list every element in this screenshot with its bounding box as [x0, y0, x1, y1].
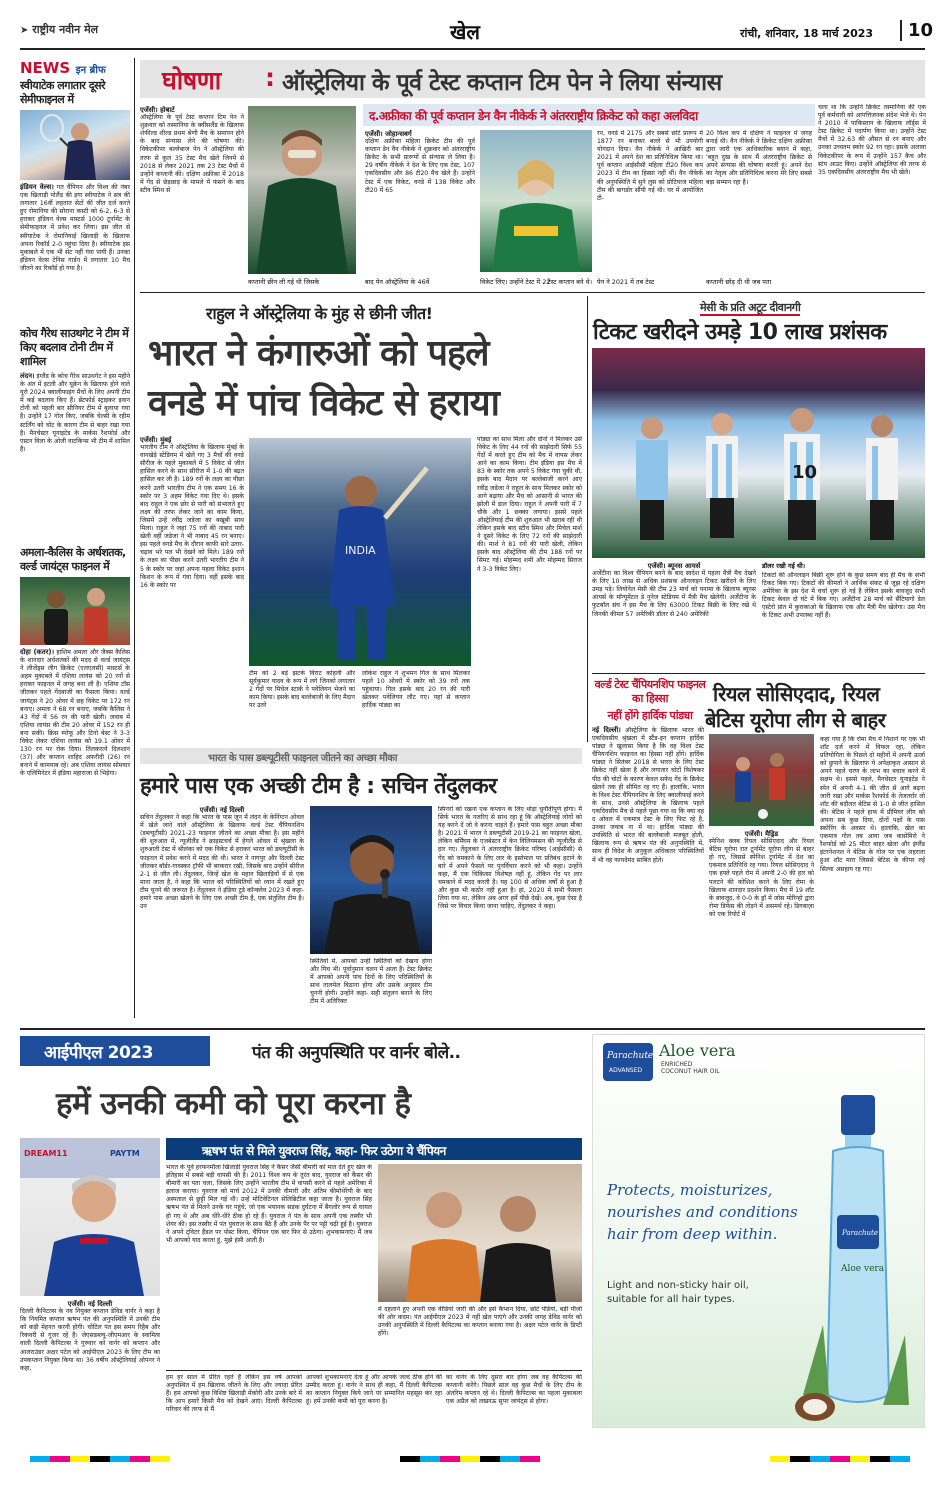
warner-illustration: [20, 1138, 160, 1296]
yuvraj-headline-bar: [166, 1138, 582, 1160]
rahul-illustration: [249, 438, 471, 666]
messi-photo: [592, 348, 925, 558]
india-col3: लोकेश राहुल ने शुभमन गिल के साथ मिलकर पहले 10 ओवरों में स्कोर को 39 रनों तक पहुंचाया। गिल इसके बाद 20 रन की पारी खेलकर पवेलियन लौट गए। यहां से कप्तान हार्दिक पांड्या का: [362, 670, 470, 710]
paine-col2-tail: बाद पेन ऑस्ट्रेलिया के 46वें: [365, 278, 430, 286]
india-headline-2: वनडे में पांच विकेट से हराया: [148, 383, 499, 424]
niekerk-headline: द.अफ्रीका की पूर्व कप्तान डेन वैन नीकेर्क ने अंतरराष्ट्रीय क्रिकेट को कहा अलविदा: [369, 109, 698, 123]
india-messi-divider: [587, 296, 588, 742]
top-story-rule: [140, 292, 925, 293]
hardik-text: नई दिल्ली। ऑस्ट्रेलिया के खिलाफ भारत की एकदिवसीय श्रृंखला में स्टैंड-इन कप्तान हार्दिक पांड्या ने खुलासा किया है कि वह विश्व टेस्ट चैंपियनशिप फाइनल का हिस्सा नहीं होंगे। हार्दिक पांड्या ने सितंबर 2018 से भारत के लिए टेस्ट क्रिकेट नहीं खेला है और लगातार चोटों विशेषकर पीठ की चोटों के कारण केवल सफेद गेंद के क्रिकेट खेलने तक ही सीमित रह गए हैं। हालांकि, भारत के विश्व टेस्ट चैंपियनशिप के लिए क्वालीफाई करने के साथ, उनसे ऑस्ट्रेलिया के खिलाफ पहले एकदिवसीय मैच से पहले पूछा गया था कि क्या वह द ओवल में एकमात्र टेस्ट के लिए फिट रहे है, उनका जवाब ना में था। हार्दिक पांड्या की उपस्थिति से भारत की बल्लेबाजी मजबूत होती, खिलाफ रूप से ऋषभ पंत की अनुपस्थिति में, साथ ही विदेश के अनुकूल अधिकतर परिस्थितियों में भी वह फायदेमंद साबित होते।: [592, 726, 704, 864]
sachin-col1: एजेंसी। नई दिल्ली सचिन तेंदुलकर ने कहा कि भारत के पास जून में लंदन के केनिंग्टन ओवल में खेले जाने वाले ऑस्ट्रेलिया के खिलाफ वर्ल्ड टेस्ट चैंपियनशिप (डब्ल्यूटीसी) 2021-23 फाइनल जीतने का अच्छा मौका है। इस महीने की शुरुआत में, न्यूजीलैंड ने क्राइस्टचर्च में हेगले ओवल में श्रृंखला के शुरुआती टेस्ट में श्रीलंका को एक विकेट से हराकर भारत को डब्ल्यूटीसी के फाइनल में प्रवेश करने में मदद की थी। भारत ने नागपुर और दिल्ली टेस्ट जीतकर बॉर्डर-गावस्कर ट्रॉफी भी बरकरार रखी, जिसके बाद उन्होंने सीरीज 2-1 से जीत ली। तेंदुलकर, जिन्हें खेल के महान खिलाड़ियों में से एक माना जाता है, ने कहा कि भारत को परिस्थितियों को ध्यान में रखते हुए टीम चुनने की जरूरत है। तेंदुलकर ने इंडिया टुडे कॉन्क्लेव 2023 में कहा- हमारे पास अच्छा खेलने के लिए एक अच्छी टीम है, एक संतुलित टीम है। उन: [140, 806, 304, 911]
page-number: 10: [900, 20, 933, 41]
brief-text-3: दोहा (कतर)। हाशिम अमला और जैक्स कैलिस के शानदार अर्धशतकों की मदद से वर्ल्ड जायंट्स ने लीजेंड्स लीग क्रिकेट (एलएलसी) मास्टर्स के अहम मुकाबले में एशिया लायंस को 20 रनों से हराकर फाइनल में जगह बना ली है। एशिया टॉस जीतकर पहले गेंदबाजी का फैसला किया। वर्ल्ड जायंट्स ने 20 ओवर में छह विकेट पर 172 रन बनाए। अमला ने 68 रन बनाए, जबकि कैलिस ने 43 गेंदों में 56 रन की पारी खेली। जवाब में एशिया लायंस की टीम 20 ओवर में 152 रन ही बना सकी। क्रिस म्पोफू और टिनो बेस्ट ने 3-3 विकेट लेकर एशिया लायंस को 19.1 ओवर में 130 रन पर रोक दिया। तिलकरत्ने दिलशान (37) और कप्तान शाहिद अफरीदी (26) रन बनाने में कामयाब रहे। अब एशिया लायंस सोमवार के एलिमिनेटर में इंडिया महाराजा से भिड़ेगा।: [20, 648, 130, 778]
sociedad-headline-1: रियल सोसिएदाद, रियल: [713, 682, 880, 706]
masthead: [20, 18, 934, 50]
sociedad-headline-2: बेटिस यूरोपा लीग से बाहर: [705, 708, 886, 732]
ad-brand-text: Parachute: [607, 1051, 654, 1061]
messi-photo-caption: डॉलर रखी गई थी।: [762, 562, 806, 570]
swiatek-photo: [20, 110, 130, 180]
bird-icon: ➤: [20, 25, 29, 36]
paine-col1: एजेंसी। होबार्ट ऑस्ट्रेलिया के पूर्व टेस्ट कप्तान टिम पेन ने शुक्रवार को तस्मानिया के क्वींसलैंड के खिलाफ शेफील्ड शील्ड प्रथम श्रेणी मैच के समापन होने के बाद संन्यास लेने की घोषणा की। विकेटकीपर बल्लेबाज पेन ने ऑस्ट्रेलिया की तरफ से कुल 35 टेस्ट मैच खेले जिनमें से 2018 से लेकर 2021 तक 23 टेस्ट मैचों में उन्होंने कप्तानी की। दक्षिण अफ्रीका में 2018 में गेंद से छेड़छाड़ के मामले में फंसने के बाद स्टीव स्मिथ से: [140, 106, 244, 194]
sociedad-col1: एजेंसी। मैड्रिड स्पेनिश क्लब रियल सोसिएदाद और रियल बेटिस यूरोपा रात टूर्नामेंट यूरोपा लीग से बाहर हो गए, जिससे स्पेनिश टूर्नामेंट में देश का एकमात्र प्रतिनिधि रह गया। रियल सोसिएदाद ने एक हफ्ते पहले रोम में अपनी 2-0 की हार को पलटने की कोशिश करने के लिए रोमा के खिलाफ शानदार प्रदर्शन किया। मैच में 19 शॉट के बावजूद, वे 0-0 के ड्रॉ में जोस मोरिन्हो द्वारा रोमा डिफेंस की तोड़ने में असमर्थ रहे। डिगबाज़ा को एक रिपोर्ट में: [709, 830, 814, 918]
ad-product-name: Aloe vera: [659, 1041, 736, 1060]
messi-col1: एजेंसी। ब्यूनस आयर्स अर्जेंटीना का विश्व चैंपियन बनने के बाद स्वदेश में पहला मैत्री मैच देखने के लिए 10 लाख से अधिक प्रशंसक ऑनलाइन टिकट खरीदने के लिए उमड़ पड़े। लियोनेल मेसी की टीम 23 मार्च को पनामा के खिलाफ ब्यूनस आयर्स के मॉन्यूमेंटल डे नुनेज स्टेडियम में मैत्री मैच खेलेगी। अर्जेंटीना के फुटबॉल संघ ने इस मैच के लिए 63000 टिकट बिक्री के लिए रखे थे जिनकी कीमत 57 अमेरिकी डॉलर से 240 अमेरिकी: [592, 562, 756, 618]
india-col4: पांड्या का साथ मिला और दोनों ने मिलकर उसे विकेट के लिए 44 रनों की साझेदारी सिर्फ 55 गेंदों में करते हुए टीम को मैच में वापस लेकर आने का काम किया। टीम इंडिया इस मैच में 83 के स्कोर तक अपने 5 विकेट गंवा चुकी थी, इसके बाद मैदान पर बल्लेबाजी करने आए रवींद्र जडेजा ने राहुल के साथ मिलकर स्कोर को आगे बढ़ाया और मैच को आसानी से भारत की झोली में डाल दिया। राहुल ने अपनी पारी में 7 चौके और 1 छक्का लगाया। इससे पहले ऑस्ट्रेलियाई टीम की शुरुआत भी खराब रही थी लेकिन इसके बाद स्टीव स्मिथ और मिचेल मार्श ने दूसरे विकेट के लिए 72 रनों की साझेदारी की। मार्श ने 81 रनों की पारी खेली, लेकिन इसके बाद ऑस्ट्रेलिया की टीम 188 रनों पर सिमट गई। मोहम्मद शमी और मोहम्मद सिराज ने 3-3 विकेट लिए।: [477, 436, 582, 573]
niekerk-illustration: [480, 130, 592, 272]
sidebar-divider: [134, 58, 135, 1018]
yuvraj-text: भारत के पूर्व हरफनमौला खिलाड़ी युवराज सिंह ने कैंसर जैसी बीमारी को मात देते हुए खेल के इतिहास में सबसे बड़ी वापसी की है। 2011 विश्व कप के तुरंत बाद, युवराज को कैंसर की बीमारी का पता चला, जिसके लिए उन्होंने भारतीय टीम में वापसी करने से पहले अमेरिका में इलाज कराया। युवराज को मार्च 2012 में उनकी वीमारी और अंतिम कीमोथेरेपी के बाद अस्पताल से छुट्टी मिल गई थी। उन्हें मोटिवेटिनल सेलिब्रिटीज कहा जाता है। युवराज सिंह ऋषभ पंत से मिलने उनके घर पहुंचे, जो एक भयानक सड़क दुर्घटना में बैंगलोर रूप से घायल हो गए थे और अब धीरे-धीरे ठीक हो रहे हैं। युवराज ने पंत के साथ अपनी एक तस्वीर भी शेयर की। इस तस्वीर में पंत युवराज के साथ बैठे हैं और उनके पैर पर पट्टी चढ़ी हुई है। युवराज ने अपने ट्विटर हैंडल पर पोस्ट किया, चैंपियन एक बार फिर से उठेगा। शुभकामनाएं। मैं जब भी आपको याद करता हूं, मुझे हंसी आती है।: [166, 1164, 372, 1244]
hardik-headline: नहीं होंगे हार्दिक पांड्या: [607, 709, 693, 722]
ad-brand-sub: ADVANSED: [609, 1067, 643, 1074]
brief-label: इन ब्रीफ: [75, 65, 106, 76]
news-label: NEWS: [20, 59, 71, 77]
mid-page-rule: [20, 1028, 925, 1030]
brief-headline-3: अमला-कैलिस के अर्धशतक, वर्ल्ड जायंट्स फाइनल में: [20, 546, 126, 573]
ad-tagline: Protects, moisturizes, nourishes and conditions hair from deep within.: [607, 1181, 798, 1243]
sachin-col2: स्थितियों में, आपको उन्हीं स्थितियों को देखना होगा और पिच भी। पूर्वानुमान चलन में आता है। टेस्ट क्रिकेट में आपको अपनी पांच दिनों के लिए परिस्थितियों के साथ तालमेल बिठाना होगा और उसके अनुसार टीम चुननी होगी। उन्होंने कहा- सही संतुलन बनाने के लिए टीम में अतिरिक्त: [310, 958, 432, 1006]
svg-text:PAYTM: PAYTM: [110, 1149, 140, 1158]
sachin-kicker-bar: [140, 748, 582, 764]
ipl-col1: एजेंसी। नई दिल्ली दिल्ली कैपिटल्स के नव नियुक्त कप्तान डेविड वार्नर ने कहा है कि नियमित कप्तान ऋषभ पंत की अनुपस्थिति में उनकी टीम को कड़ी मेहनत करनी होगी। चोटिल पंत इस समय रिहैब और रिकवरी से गुजर रहे हैं। जेएसडब्ल्यू-जीएमआर के स्वामित्व वाली दिल्ली कैपिटल्स ने गुरुवार को वार्नर को कप्तान और आलराउंडर अक्षर पटेल को आईपीएल 2023 के लिए टीम का उपकप्तान नियुक्त किया था। 36 वर्षीय ऑस्ट्रेलियाई ओपनर ने कहा,: [20, 1300, 160, 1372]
niekerk-photo: [480, 130, 592, 272]
ipl-kicker: पंत की अनुपस्थिति पर वार्नर बोले..: [252, 1043, 461, 1063]
paper-logo: [20, 22, 98, 37]
football-match-illustration: [709, 734, 814, 826]
ad-product-sub: ENRICHED COCONUT HAIR OIL: [661, 1061, 720, 1075]
paine-illustration: [248, 106, 356, 274]
warner-photo: [20, 1138, 160, 1296]
messi-headline: टिकट खरीदने उमड़े 10 लाख प्रशंसक: [593, 320, 887, 345]
paine-right2: कप्तानी छोड़ दी थी जब पता: [706, 278, 772, 286]
color-strip-center: [400, 1456, 540, 1462]
brief-text-2: लंदन। इंग्लैंड के कोच गैरेथ साउथगेट ने इस महीने के अंत में इटली और यूक्रेन के खिलाफ होने वाले यूरो 2024 क्वालीफाइंग मैचों के लिए अपनी टीम में कई बदलाव किए हैं। ब्रेंटफोर्ड स्ट्राइकर इवान टोनी को पहली बार सीनियर टीम में बुलाया गया है। उन्होंने 17 गोल किए, जबकि चेल्सी के रहीम स्टर्लिंग को चोट के कारण टीम से बाहर रखा गया है। मैनचेस्टर यूनाइटेड के मार्कस रैशफोर्ड और एस्टन विला के ओली वाटकिन्स भी टीम में शामिल हैं।: [20, 372, 130, 453]
ad-sub-tagline: Light and non-sticky hair oil, suitable for all hair types.: [607, 1280, 749, 1305]
ipl-badge-text: आईपीएल 2023: [44, 1043, 153, 1063]
india-col2: टीम को 2 बड़े झटके विराट कोहली और सूर्यकुमार यादव के रूप में लगे जिनको लगातार 2 गेंदों पर मिचेल स्टार्क ने पवेलियन भेजने का काम किया। इसके बाद बल्लेबाजी के लिए मैदान पर उतरे: [249, 670, 355, 710]
yuvraj-pant-illustration: [378, 1164, 582, 1302]
sachin-illustration: [310, 806, 432, 954]
kl-rahul-photo: [249, 438, 471, 666]
ipl-col3: आपको शुभकामनाएं देता हूं और आपके जल्द ठीक होने की उम्मीद करता हूं। वार्नर ने साथ ही कहा, मैं दिल्ली कैपिटल्स का कप्तान नियुक्त किये जाने पर सम्मानित महसूस कर रहा हूं। हमें उनकी कमी को पूरा करना है।: [306, 1374, 442, 1406]
niekerk-col1: एजेंसी। जोहान्सबर्ग दक्षिण अफ्रीका महिला क्रिकेट टीम की पूर्व कप्तान डेन वैन नीकेर्क ने शुक्रवार को अंतरराष्ट्रीय क्रिकेट के सभी प्रारूपों से संन्यास ले लिया है। 29 वर्षीय नीकेर्क ने देश के लिए एक टेस्ट, 107 एकदिवसीय और 86 टी20 मैच खेले हैं। उन्होंने टेस्ट में एक विकेट, वनडे में 138 विकेट और टी20 में 65: [365, 130, 475, 194]
hardik-kicker: वर्ल्ड टेस्ट चैंपियनशिप फाइनल का हिस्सा: [594, 678, 706, 705]
niekerk-col4: 20 विश्व कप में दक्षिण ने फाइनल में जगह बनाई थी। वैन नीकेर्क ने क्रिकेट दक्षिण अफ्रीका द्वारा जारी एक आधिकारिक बयान में कहा, 'बहुत दुख के साथ मैं अंतरराष्ट्रीय क्रिकेट से अपने संन्यास की घोषणा करती हूं। अपने देश का नेतृत्व और प्रतिनिधित्व करना मेरे लिए सबसे बड़ा सम्मान रहा है।: [706, 130, 812, 186]
bottle-brand-label: Parachute: [842, 1229, 878, 1237]
svg-text:DREAM11: DREAM11: [24, 1149, 68, 1158]
ipl-col4: का वार्नर के लिए दूसरा बार होगा जब वह कैपिटल्स की कप्तानी करेंगे। पिछले साल वह कुछ मैचों के लिए टीम के अंतरिम कप्तान रहे थे। दिल्ली कैपिटल्स का पहला मुकाबला एक अप्रैल को लखनऊ सुपर जायंट्स से होगा।: [446, 1374, 582, 1406]
messi-rule: [592, 673, 925, 674]
cricketers-illustration: [20, 577, 130, 645]
ad-brand-logo: [603, 1043, 653, 1081]
dateline: रांची, शनिवार, 18 मार्च 2023: [740, 27, 874, 40]
sachin-photo: [310, 806, 432, 954]
niekerk-col2-tail: विकेट लिए। उन्होंने टेस्ट में 22: [480, 278, 551, 286]
india-headline-1: भारत ने कंगारुओं को पहले: [148, 333, 489, 374]
paine-col3: टेस्ट कप्तान बने थे।: [547, 278, 592, 286]
paine-right3: चला था कि उन्होंने क्रिकेट तस्मानिया की एक पूर्व कर्मचारी को आपत्तिजनक संदेश भेजे थे। पेन ने 2010 में पाकिस्तान के खिलाफ लॉर्ड्स में टेस्ट क्रिकेट में पदार्पण किया था। उन्होंने टेस्ट मैचों में 32.63 की औसत से रन बनाए और उनका उच्चतम स्कोर 92 रन रहा। इसके अलावा विकेटकीपर के रूप में उन्होंने 157 कैच और स्टंप आउट किए। उन्होंने ऑस्ट्रेलिया की तरफ से 35 एकदिवसीय अंतरराष्ट्रीय मैच भी खेले।: [818, 104, 926, 176]
brief-headline-2: कोच गैरेथ साउथगेट ने टीम में किए बदलाव टोनी टीम में शामिल: [20, 327, 129, 368]
sachin-headline: हमारे पास एक अच्छी टीम है : सचिन तेंदुलकर: [140, 774, 497, 799]
niekerk-headline-bar: [363, 104, 815, 126]
india-col1: एजेंसी। मुंबई भारतीय टीम ने ऑस्ट्रेलिया के खिलाफ मुंबई के वानखेड़े स्टेडियम में खेले गए 3 मैचों की वनडे सीरीज के पहले मुकाबले में 5 विकेट से जीत हासिल करने के साथ सीरीज में 1-0 की बढ़त हासिल कर ली है। 189 रनों के लक्ष्य का पीछा करने उतरी भारतीय टीम ने एक समय 16 के स्कोर पर 3 अहम विकेट गंवा दिए थे। इसके बाद राहुल ने एक छोर से पारी को संभालते हुए लक्ष्य की तरफ लेकर जाने का काम किया, जिसमें उन्हें रवींद्र जडेजा का बखूबी साथ मिला। राहुल ने जहां 75 रनों की नाबाद पारी खेली वहीं जडेजा ने भी नाबाद 45 रन बनाए। इस पहले वनडे मैच के दौरान काफी सारे उतार-चढ़ाव भरे पल भी देखने को मिले। 189 रनों के लक्ष्य का पीछा करने उतरी भारतीय टीम ने 5 के स्कोर पर जहां अपना पहला विकेट इशान किशन के रूप में गंवा दिया। वहीं इसके बाद 16 के स्कोर पर: [140, 436, 244, 589]
paine-photo-caption: कप्तानी छीन ली गई थी जिसके: [248, 278, 320, 286]
paine-kicker: घोषणा: [162, 66, 221, 95]
kicker-colon: :: [265, 63, 275, 92]
amla-kallis-photo: [20, 577, 130, 645]
sachin-kicker: भारत के पास डब्ल्यूटीसी फाइनल जीतने का अच्छा मौका: [208, 753, 397, 764]
color-strip-right: [770, 1456, 910, 1462]
svg-text:10: 10: [792, 462, 818, 483]
ipl-headline: हमें उनकी कमी को पूरा करना है: [56, 1086, 411, 1122]
paine-right1: पेन ने 2021 में तब टेस्ट: [597, 278, 655, 286]
football-match-photo: [709, 734, 814, 826]
paper-name: राष्ट्रीय नवीन मेल: [32, 23, 99, 36]
parachute-ad: [592, 1034, 925, 1428]
brief-text-1: इंडियन वेल्स। गत चैंपियन और विश्व की नंबर एक खिलाड़ी पोलैंड की इगा स्वीयाटेक ने सत्र की लगातार 16वीं लहतात सेटों की जीत दर्ज करते हुए रोमानिया की सोराना कस्टी को 6-2, 6-3 से हराकर इंडियन वेल्स मास्टर्स 1000 टूर्नामेंट के सेमीफाइनल में प्रवेश कर लिया। इस जीत से स्वीयाटेक ने रोमानियाई खिलाड़ी के खिलाफ अपना रिकॉर्ड 2-0 पहुंचा दिया है। स्वीयाटेक इस मुकाबले में एक भी सेट नहीं गंवा पायी हैं। उनका इंडियन वेल्स टेनिस गार्डन में लगातार 10 मैच जीतने का रिकॉर्ड हो गया है।: [20, 183, 130, 272]
sachin-col3: स्पिनरों को रखना एक कप्तान के लिए थोड़ा चुनौतीपूर्ण होगा। मैं सिर्फ भारत के नजरिए से साथ रहा हूं कि ऑस्ट्रेलियाई लोगों को यह करने दें जो वे करना चाहते हैं। हमारे पास बहुत अच्छा मौका है। 2021 में भारत ने डब्ल्यूटीसी 2019-21 का फाइनल खेला, लेकिन बर्मिंघम के एजबेस्टन में केन विलियमसन की न्यूजीलैंड से हार गए। तेंदुलकर ने अंतरराष्ट्रीय क्रिकेट परिषद (आईसीसी) से गेंद को चमकाने के लिए लार के इस्तेमाल पर प्रतिबंध हटाने के बारे में अपने फैसले पर पुनर्विचार करने को भी कहा। उन्होंने कहा, मैं एक चिकित्सा विशेषज्ञ नहीं हूं, लेकिन गेंद पर लार चमकाने में मदद करती है। यह 100 से अधिक वर्षों से हुआ है और कुछ भी कठोर नहीं हुआ है। हां, 2020 में सभी फैसला लिया गया था, लेकिन अब अगर हमें पीछे देखें। अब, कुछ ऐसा है जिसे पर विचार किया जाना चाहिए, तेंदुलकर ने कहा।: [438, 806, 582, 911]
messi-kicker-box: [700, 296, 920, 312]
tim-paine-photo: [248, 106, 356, 274]
yuvraj-rule: [166, 1370, 582, 1371]
ipl-badge: [20, 1036, 210, 1066]
yuvraj-headline: ऋषभ पंत से मिले युवराज सिंह, कहा- फिर उठेगा ये चैंपियन: [202, 1144, 446, 1158]
football-players-illustration: [592, 348, 925, 558]
paine-headline: ऑस्ट्रेलिया के पूर्व टेस्ट कप्तान टिम पेन ने लिया संन्यास: [282, 70, 722, 96]
bottle-product-label: Aloe vera: [841, 1264, 885, 1274]
color-strip-left: [30, 1456, 170, 1462]
sociedad-col2: कहा गया है कि रोमा मैच में निशाने पर एक भी शॉट दर्ज करने में विफल रहा, लेकिन प्रतियोगिता के पिछले दो महीनों में अपनी ऊर्जा को छुपाने के खिलाफ ये अपेक्षाकृत आसान से अपने पहले चरण के लाभ का बचाव करने में सक्षम थे। इससे पहले, मैनचेस्टर यूनाइटेड ने स्पेन में अपनी 4-1 की जीत से आगे बढ़ना जारी रखा और मार्कस रैशफोर्ड के तेजतर्रार लो शॉट की बदौलत बेटिस से 1-0 से जीत हासिल की। बेटिस ने पहले हाफ में प्रीमियर लीग को अपना सब कुछ दिया, दोनों पक्षों के पास स्कोरिंग के अवसर थे। हालांकि, खेल का एकमात्र गोल तब आया जब कासेमिरो ने रैशफोर्ड को 25 मीटर बाहर खेला और इंग्लैंड इंटरनेशनल ने बेटिस के गोल पर एक लहराता हुआ शॉट मारा जिससे बेटिस के कीपर रुई सिल्वा असहाय रह गए।: [820, 736, 925, 873]
messi-kicker: मेसी के प्रति अटूट दीवानगी: [700, 301, 801, 314]
news-brief-logo: [20, 58, 130, 77]
svg-text:INDIA: INDIA: [345, 544, 376, 557]
ipl-col2: हम हर साल में प्रेरित रहते हैं लेकिन इस वर्ष आपको अनुपस्थित में हम खिलाफ जीतने के लिए और ज्यादा प्रेरित हैं। हम आपको कुछ विशिष्ट खिलाड़ी मेंकोरी और उनके बारे में कि आप हमारे किसी मैच को देखने आएं। दिल्ली कैपिटल्स परिवार की तरफ से मैं: [166, 1374, 302, 1414]
brief-headline-1: स्वीयाटेक लगातार दूसरे सेमीफाइनल में: [20, 79, 106, 106]
section-title: खेल: [450, 20, 480, 44]
hair-oil-bottle-icon: [793, 1095, 923, 1428]
yuvraj-photo-caption: में दहलाने हुए अपनी एक वीडियो जारी की और इसे कैप्शन दिया, छोटे पंडियो, बड़ी पींजों की ओर कदम। पंत आईपीएल 2023 में नहीं खेल पाएंगे और उनकी जगह डेविड वार्नर को उनकी अनुपस्थिति में दिल्ली कैपिटल्स का कप्तान बनाया गया है। अक्षर पटेल वार्नर के डिप्टी होंगे।: [378, 1306, 582, 1338]
yuvraj-pant-photo: [378, 1164, 582, 1302]
tennis-player-illustration: [20, 110, 130, 180]
messi-col2: टिकटों की ऑनलाइन बिक्री शुरू होने के कुछ समय बाद ही मैच के सभी टिकट बिक गए। टिकटों की कीमतों ने आर्थिक संकट से जूझ रहे दक्षिण अमेरिका के इस देश में चर्चा शुरू हो गई है लेकिन इसके बावजूद सभी टिकट केवल दो घंटे में बिक गए। अर्जेंटीना 28 मार्च को सैंटियागो डेल एस्टेरो प्रांत में कुराकाओ के खिलाफ एक और मैत्री मैच खेलेगा। उस मैच के टिकट अभी उपलब्ध नहीं हैं।: [762, 572, 925, 620]
niekerk-col3: रन, वनडे में 2175 और सबसे छोटे प्रारूप में 1877 रन बनाकर बल्ले से भी उपयोगी योगदान दिया। वैन नीकेर्क ने आखिरी बार 2021 में अपने देश का प्रतिनिधित्व किया था। पूर्व कप्तान आईसीसी महिला टी20 विश्व कप 2023 में टीम का हिस्सा नहीं थीं। वैन नीकेर्क की अनुपस्थिति में सुने लुस को प्रोटियाज महिला टीम की बागडोर सौंपी गई थी। घर में आयोजित टी-: [597, 130, 703, 202]
paine-headline-bar: [140, 60, 925, 98]
india-kicker: राहुल ने ऑस्ट्रेलिया के मुंह से छीनी जीत!: [206, 304, 433, 323]
